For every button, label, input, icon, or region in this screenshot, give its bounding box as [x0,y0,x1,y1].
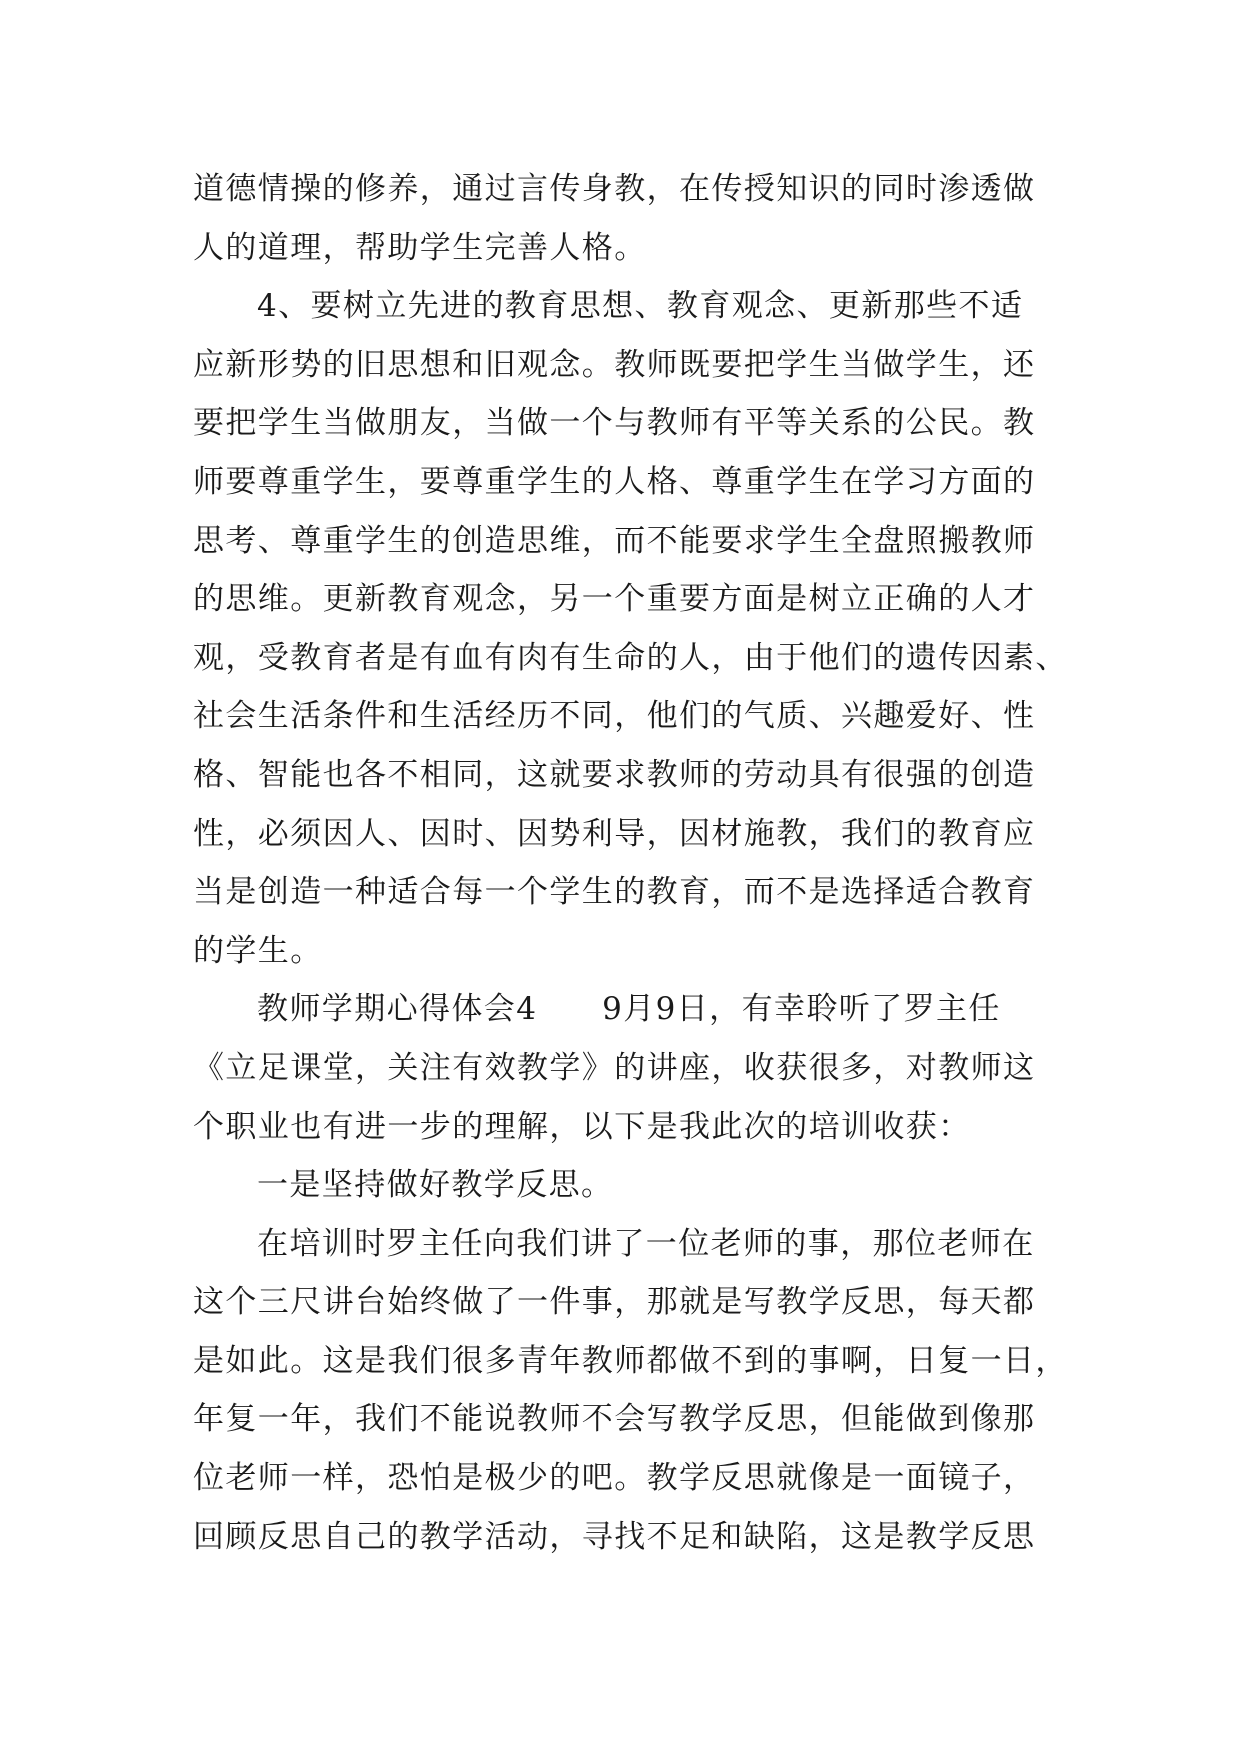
text-line: 观，受教育者是有血有肉有生命的人，由于他们的遗传因素、 [193,639,1068,676]
document-body [193,160,1068,1566]
text-line: 回顾反思自己的教学活动，寻找不足和缺陷，这是教学反思 [193,1518,1036,1555]
text-line: 《立足课堂，关注有效教学》的讲座，收获很多，对教师这 [193,1049,1036,1086]
text-line: 要把学生当做朋友，当做一个与教师有平等关系的公民。教 [193,405,1036,442]
text-line: 在培训时罗主任向我们讲了一位老师的事，那位老师在 [257,1225,1035,1262]
text-line: 年复一年，我们不能说教师不会写教学反思，但能做到像那 [193,1401,1036,1438]
text-line: 应新形势的旧思想和旧观念。教师既要把学生当做学生，还 [193,346,1036,383]
text-line: 当是创造一种适合每一个学生的教育，而不是选择适合教育 [193,874,1036,911]
text-line: 的思维。更新教育观念，另一个重要方面是树立正确的人才 [193,581,1036,618]
text-line: 思考、尊重学生的创造思维，而不能要求学生全盘照搬教师 [193,522,1036,559]
text-line: 一是坚持做好教学反思。 [257,1167,614,1204]
text-line: 4、要树立先进的教育思想、教育观念、更新那些不适 [257,288,1024,325]
text-line: 位老师一样，恐怕是极少的吧。教学反思就像是一面镜子， [193,1460,1036,1497]
text-line: 的学生。 [193,932,323,969]
text-line: 教师学期心得体会4 9月9日，有幸聆听了罗主任 [257,991,1001,1028]
text-line: 是如此。这是我们很多青年教师都做不到的事啊，日复一日， [193,1342,1068,1379]
text-line: 个职业也有进一步的理解，以下是我此次的培训收获： [193,1108,971,1145]
text-line: 性，必须因人、因时、因势利导，因材施教，我们的教育应 [193,815,1036,852]
text-line: 师要尊重学生，要尊重学生的人格、尊重学生在学习方面的 [193,463,1036,500]
text-line: 人的道理，帮助学生完善人格。 [193,229,647,266]
text-line: 格、智能也各不相同，这就要求教师的劳动具有很强的创造 [193,756,1036,793]
text-line: 道德情操的修养，通过言传身教，在传授知识的同时渗透做 [193,171,1036,207]
text-line: 这个三尺讲台始终做了一件事，那就是写教学反思，每天都 [193,1284,1036,1321]
text-line: 社会生活条件和生活经历不同，他们的气质、兴趣爱好、性 [193,698,1036,735]
